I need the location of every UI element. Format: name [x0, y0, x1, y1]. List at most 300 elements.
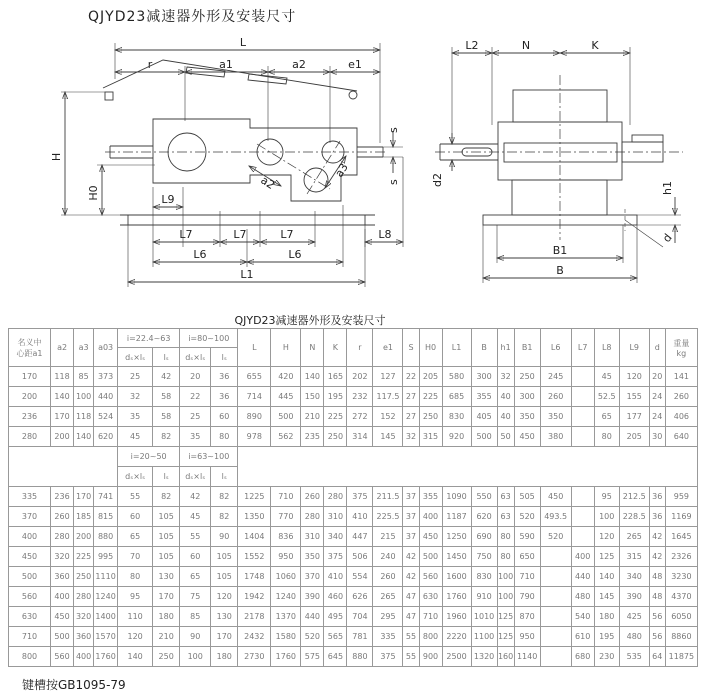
table-cell: 580 [442, 367, 471, 387]
header-L7: L7 [571, 329, 594, 367]
table-cell: 2500 [442, 647, 471, 667]
table-cell: 260 [373, 567, 403, 587]
table-cell: 447 [347, 527, 373, 547]
table-cell: 228.5 [619, 507, 649, 527]
table-cell: 880 [94, 527, 118, 547]
table-cell: 1400 [94, 607, 118, 627]
table-cell: 562 [271, 427, 301, 447]
table-cell: 240 [373, 547, 403, 567]
table-cell: 1570 [94, 627, 118, 647]
table-section-1 [9, 367, 698, 447]
table-cell: 170 [153, 587, 180, 607]
table-cell: 410 [324, 567, 347, 587]
table-cell [571, 487, 594, 507]
table-cell: 400 [9, 527, 51, 547]
dim-label-B: B [556, 264, 564, 277]
table-cell: 250 [324, 427, 347, 447]
table-cell: 655 [238, 367, 271, 387]
table-cell: 80 [118, 567, 153, 587]
table-cell: 836 [271, 527, 301, 547]
table-cell: 140 [118, 647, 153, 667]
table-cell: 535 [619, 647, 649, 667]
table-cell: 1169 [665, 507, 697, 527]
table-cell: 685 [442, 387, 471, 407]
header-shaft-l-2: lₛ [211, 348, 238, 367]
table-cell: 55 [403, 627, 419, 647]
table-cell: 320 [74, 607, 94, 627]
table-cell: 63 [497, 507, 514, 527]
dim-label-L9: L9 [161, 193, 175, 206]
table-cell: 118 [74, 407, 94, 427]
table-cell: 80 [497, 547, 514, 567]
table-cell: 978 [238, 427, 271, 447]
dim-label-a1: a1 [219, 58, 233, 71]
dim-label-L: L [239, 36, 247, 49]
table-cell [571, 527, 594, 547]
table-cell: 480 [619, 627, 649, 647]
end-view-drawing [431, 35, 705, 293]
h1-dim-group [637, 181, 681, 243]
table-cell: 373 [94, 367, 118, 387]
dim-label-H0: H0 [87, 185, 100, 201]
table-cell: 815 [94, 507, 118, 527]
table-cell: 493.5 [540, 507, 571, 527]
table-cell: 170 [211, 627, 238, 647]
table-row [9, 547, 698, 567]
table-cell: 505 [514, 487, 540, 507]
dim-label-a2-stage: a2 [258, 173, 277, 193]
table-row [9, 527, 698, 547]
header-e1: e1 [373, 329, 403, 367]
table-cell [540, 627, 571, 647]
table-cell: 170 [74, 487, 94, 507]
table-cell: 1110 [94, 567, 118, 587]
table-cell: 440 [571, 567, 594, 587]
dim-label-s-upper: s [387, 127, 400, 133]
dim-top-row-group [115, 58, 380, 143]
table-cell: 445 [271, 387, 301, 407]
table-cell: 127 [373, 367, 403, 387]
table-cell: 155 [619, 387, 649, 407]
table-cell: 11875 [665, 647, 697, 667]
table-cell: 265 [619, 527, 649, 547]
table-cell: 355 [419, 487, 442, 507]
table-row [9, 387, 698, 407]
table-cell: 145 [594, 587, 619, 607]
table-cell: 690 [471, 527, 497, 547]
table-cell [571, 367, 594, 387]
table-cell: 180 [211, 647, 238, 667]
table-cell: 460 [324, 587, 347, 607]
table-cell: 90 [180, 627, 211, 647]
table-cell: 130 [153, 567, 180, 587]
stage-dims-group [249, 156, 351, 192]
table-cell: 35 [180, 427, 211, 447]
header-B: B [471, 329, 497, 367]
table-cell: 1090 [442, 487, 471, 507]
table-cell: 75 [180, 587, 211, 607]
table-cell: 265 [373, 587, 403, 607]
table-cell: 375 [324, 547, 347, 567]
table-cell: 1748 [238, 567, 271, 587]
table-cell: 520 [301, 627, 324, 647]
table-cell: 495 [324, 607, 347, 627]
table-cell: 2220 [442, 627, 471, 647]
table-cell: 125 [497, 607, 514, 627]
table-cell: 500 [471, 427, 497, 447]
table-cell: 56 [649, 607, 665, 627]
header-a3: a3 [74, 329, 94, 367]
table-cell: 27 [403, 407, 419, 427]
table-cell: 24 [649, 407, 665, 427]
table-cell: 195 [324, 387, 347, 407]
table-cell: 235 [301, 427, 324, 447]
table-cell: 590 [514, 527, 540, 547]
table-section-2 [9, 487, 698, 667]
table-cell: 36 [649, 507, 665, 527]
table-cell: 200 [74, 527, 94, 547]
table-cell: 58 [153, 407, 180, 427]
table-cell: 565 [324, 627, 347, 647]
table-cell: 40 [497, 387, 514, 407]
table-cell: 45 [180, 507, 211, 527]
table-cell: 2178 [238, 607, 271, 627]
table-cell: 105 [211, 547, 238, 567]
table-cell: 25 [118, 367, 153, 387]
table-cell: 236 [51, 487, 74, 507]
table-cell: 42 [649, 527, 665, 547]
table-cell: 1250 [442, 527, 471, 547]
table-cell: 140 [74, 427, 94, 447]
table-cell: 450 [514, 427, 540, 447]
band-shaft-dxl-1: dₛ×lₛ [118, 467, 153, 487]
table-cell: 520 [540, 527, 571, 547]
table-cell: 400 [74, 647, 94, 667]
dim-label-N: N [521, 39, 531, 52]
band-row-1 [9, 447, 698, 467]
table-cell: 280 [51, 527, 74, 547]
table-cell: 55 [118, 487, 153, 507]
table-cell: 335 [9, 487, 51, 507]
table-cell: 32 [118, 387, 153, 407]
table-cell: 830 [471, 567, 497, 587]
table-cell: 500 [51, 627, 74, 647]
table-cell: 42 [180, 487, 211, 507]
dimension-table [8, 328, 698, 667]
table-cell: 1060 [271, 567, 301, 587]
table-cell: 260 [51, 507, 74, 527]
dim-label-L8: L8 [378, 228, 392, 241]
side-view-drawing [35, 35, 440, 293]
table-cell: 250 [419, 407, 442, 427]
header-shaft-dxl-2: dₛ×lₛ [180, 348, 211, 367]
table-cell [540, 607, 571, 627]
dim-label-L7a: L7 [179, 228, 193, 241]
table-cell: 781 [347, 627, 373, 647]
table-cell: 320 [51, 547, 74, 567]
header-a2: a2 [51, 329, 74, 367]
table-cell: 440 [94, 387, 118, 407]
table-cell: 1600 [442, 567, 471, 587]
table-cell: 60 [211, 407, 238, 427]
table-cell: 80 [594, 427, 619, 447]
table-cell: 105 [211, 567, 238, 587]
table-cell: 8860 [665, 627, 697, 647]
table-cell: 560 [9, 587, 51, 607]
table-cell: 6050 [665, 607, 697, 627]
band-ratio-group-2: i=63~100 [180, 447, 238, 467]
table-cell: 225 [419, 387, 442, 407]
table-cell: 82 [211, 507, 238, 527]
table-cell: 125 [497, 627, 514, 647]
table-row [9, 587, 698, 607]
table-cell: 630 [419, 587, 442, 607]
table-cell: 280 [74, 587, 94, 607]
dim-label-L6a: L6 [193, 248, 207, 261]
table-cell: 1100 [471, 627, 497, 647]
table-cell [571, 387, 594, 407]
table-cell [540, 567, 571, 587]
table-row [9, 407, 698, 427]
table-cell: 350 [301, 547, 324, 567]
table-cell: 95 [118, 587, 153, 607]
table-cell: 406 [665, 407, 697, 427]
table-cell: 65 [594, 407, 619, 427]
table-cell: 145 [373, 427, 403, 447]
table-cell: 140 [51, 387, 74, 407]
table-cell: 360 [74, 627, 94, 647]
table-cell: 680 [571, 647, 594, 667]
table-cell: 63 [497, 487, 514, 507]
table-cell: 250 [74, 567, 94, 587]
table-cell: 750 [471, 547, 497, 567]
table-cell: 200 [51, 427, 74, 447]
dim-label-a2: a2 [292, 58, 306, 71]
table-cell: 185 [74, 507, 94, 527]
table-cell: 58 [153, 387, 180, 407]
table-cell: 620 [94, 427, 118, 447]
table-cell: 575 [301, 647, 324, 667]
height-dims-group [50, 92, 155, 215]
table-cell: 210 [301, 407, 324, 427]
table-cell: 42 [403, 547, 419, 567]
dim-label-h1: h1 [661, 181, 674, 195]
dim-label-L2: L2 [465, 39, 479, 52]
table-cell: 50 [497, 427, 514, 447]
table-cell: 40 [497, 407, 514, 427]
table-cell: 47 [403, 607, 419, 627]
table-cell: 1140 [514, 647, 540, 667]
table-cell: 205 [619, 427, 649, 447]
table-cell: 310 [301, 527, 324, 547]
table-cell: 2432 [238, 627, 271, 647]
table-cell: 295 [373, 607, 403, 627]
table-cell: 500 [419, 547, 442, 567]
header-S: S [403, 329, 419, 367]
header-shaft-dxl-1: dₛ×lₛ [118, 348, 153, 367]
table-cell: 790 [514, 587, 540, 607]
table-cell: 400 [419, 507, 442, 527]
table-cell: 30 [649, 427, 665, 447]
table-cell: 211.5 [373, 487, 403, 507]
table-cell: 140 [301, 367, 324, 387]
table-cell: 100 [74, 387, 94, 407]
table-cell: 300 [514, 387, 540, 407]
header-h1: h1 [497, 329, 514, 367]
table-cell: 480 [571, 587, 594, 607]
table-cell: 105 [153, 507, 180, 527]
table-cell: 22 [403, 367, 419, 387]
table-cell: 82 [153, 487, 180, 507]
table-cell: 260 [665, 387, 697, 407]
table-cell: 141 [665, 367, 697, 387]
table-cell: 380 [540, 427, 571, 447]
table-cell: 645 [324, 647, 347, 667]
table-cell [571, 407, 594, 427]
table-cell: 1240 [271, 587, 301, 607]
table-cell: 130 [211, 607, 238, 627]
table-cell: 310 [324, 507, 347, 527]
table-cell: 710 [514, 567, 540, 587]
table-cell: 1010 [471, 607, 497, 627]
reducer-side-body [103, 60, 387, 229]
band-shaft-l-2: lₛ [211, 467, 238, 487]
table-cell: 65 [118, 527, 153, 547]
table-cell: 280 [324, 487, 347, 507]
table-cell: 100 [594, 507, 619, 527]
table-cell: 500 [9, 567, 51, 587]
table-cell: 1370 [271, 607, 301, 627]
table-cell: 150 [301, 387, 324, 407]
header-nominal-centre-distance: 名义中 心距a1 [9, 329, 51, 367]
table-cell: 420 [271, 367, 301, 387]
table-cell: 35 [118, 407, 153, 427]
table-cell: 55 [403, 647, 419, 667]
table-cell: 830 [442, 407, 471, 427]
table-cell: 195 [594, 627, 619, 647]
table-cell: 65 [180, 567, 211, 587]
table-cell: 90 [211, 527, 238, 547]
header-K: K [324, 329, 347, 367]
header-L1: L1 [442, 329, 471, 367]
table-cell: 260 [540, 387, 571, 407]
table-cell: 1960 [442, 607, 471, 627]
table-cell: 450 [540, 487, 571, 507]
table-cell: 32 [403, 427, 419, 447]
table-cell: 370 [301, 567, 324, 587]
table-row [9, 567, 698, 587]
table-cell: 1404 [238, 527, 271, 547]
table-cell: 272 [347, 407, 373, 427]
table-cell: 340 [619, 567, 649, 587]
dim-label-B1: B1 [552, 244, 568, 257]
keyway-note: 键槽按GB1095-79 [22, 678, 126, 692]
table-cell: 1187 [442, 507, 471, 527]
table-cell: 200 [9, 387, 51, 407]
dim-label-r: r [147, 58, 153, 71]
table-cell: 140 [594, 567, 619, 587]
table-cell: 314 [347, 427, 373, 447]
table-cell: 36 [211, 367, 238, 387]
table-cell: 890 [238, 407, 271, 427]
dim-label-K: K [591, 39, 599, 52]
table-cell: 36 [649, 487, 665, 507]
table-cell: 1450 [442, 547, 471, 567]
table-row [9, 607, 698, 627]
table-cell: 4370 [665, 587, 697, 607]
table-cell: 177 [619, 407, 649, 427]
table-cell: 55 [180, 527, 211, 547]
table-cell: 800 [419, 627, 442, 647]
table-cell: 120 [118, 627, 153, 647]
table-cell: 560 [419, 567, 442, 587]
table-cell: 232 [347, 387, 373, 407]
table-row [9, 507, 698, 527]
table-cell: 300 [471, 367, 497, 387]
table-cell: 704 [347, 607, 373, 627]
table-cell: 110 [118, 607, 153, 627]
table-cell: 2326 [665, 547, 697, 567]
table-cell: 950 [514, 627, 540, 647]
table-cell: 800 [9, 647, 51, 667]
table-title: QJYD23减速器外形及安装尺寸 [234, 314, 386, 327]
table-cell: 260 [301, 487, 324, 507]
table-cell: 225 [324, 407, 347, 427]
table-cell: 25 [180, 407, 211, 427]
table-cell: 959 [665, 487, 697, 507]
table-cell: 1942 [238, 587, 271, 607]
table-cell: 52.5 [594, 387, 619, 407]
dim-label-L7b: L7 [233, 228, 247, 241]
table-row [9, 367, 698, 387]
table-cell: 236 [9, 407, 51, 427]
table-cell: 100 [497, 587, 514, 607]
table-cell: 80 [497, 527, 514, 547]
table-cell: 56 [649, 627, 665, 647]
table-cell: 100 [497, 567, 514, 587]
table-cell [540, 547, 571, 567]
table-cell: 85 [180, 607, 211, 627]
header-a03: a03 [94, 329, 118, 367]
table-cell: 350 [514, 407, 540, 427]
table-cell: 160 [497, 647, 514, 667]
table-cell: 370 [9, 507, 51, 527]
table-row [9, 487, 698, 507]
header-ratio-group-1: i=22.4~63 [118, 329, 180, 348]
header-weight: 重量 kg [665, 329, 697, 367]
table-cell: 100 [180, 647, 211, 667]
table-cell: 710 [271, 487, 301, 507]
table-cell: 405 [471, 407, 497, 427]
table-cell: 506 [347, 547, 373, 567]
table-cell: 910 [471, 587, 497, 607]
table-cell: 560 [51, 647, 74, 667]
table-cell: 870 [514, 607, 540, 627]
table-cell: 85 [74, 367, 94, 387]
table-cell: 105 [153, 527, 180, 547]
table-cell: 118 [51, 367, 74, 387]
table-cell: 1645 [665, 527, 697, 547]
table-mid-band [9, 447, 698, 487]
table-cell: 120 [211, 587, 238, 607]
table-cell: 540 [571, 607, 594, 627]
table-cell: 22 [180, 387, 211, 407]
table-cell: 24 [649, 387, 665, 407]
table-cell: 82 [153, 427, 180, 447]
table-cell: 80 [211, 427, 238, 447]
header-N: N [301, 329, 324, 367]
band-shaft-dxl-2: dₛ×lₛ [180, 467, 211, 487]
